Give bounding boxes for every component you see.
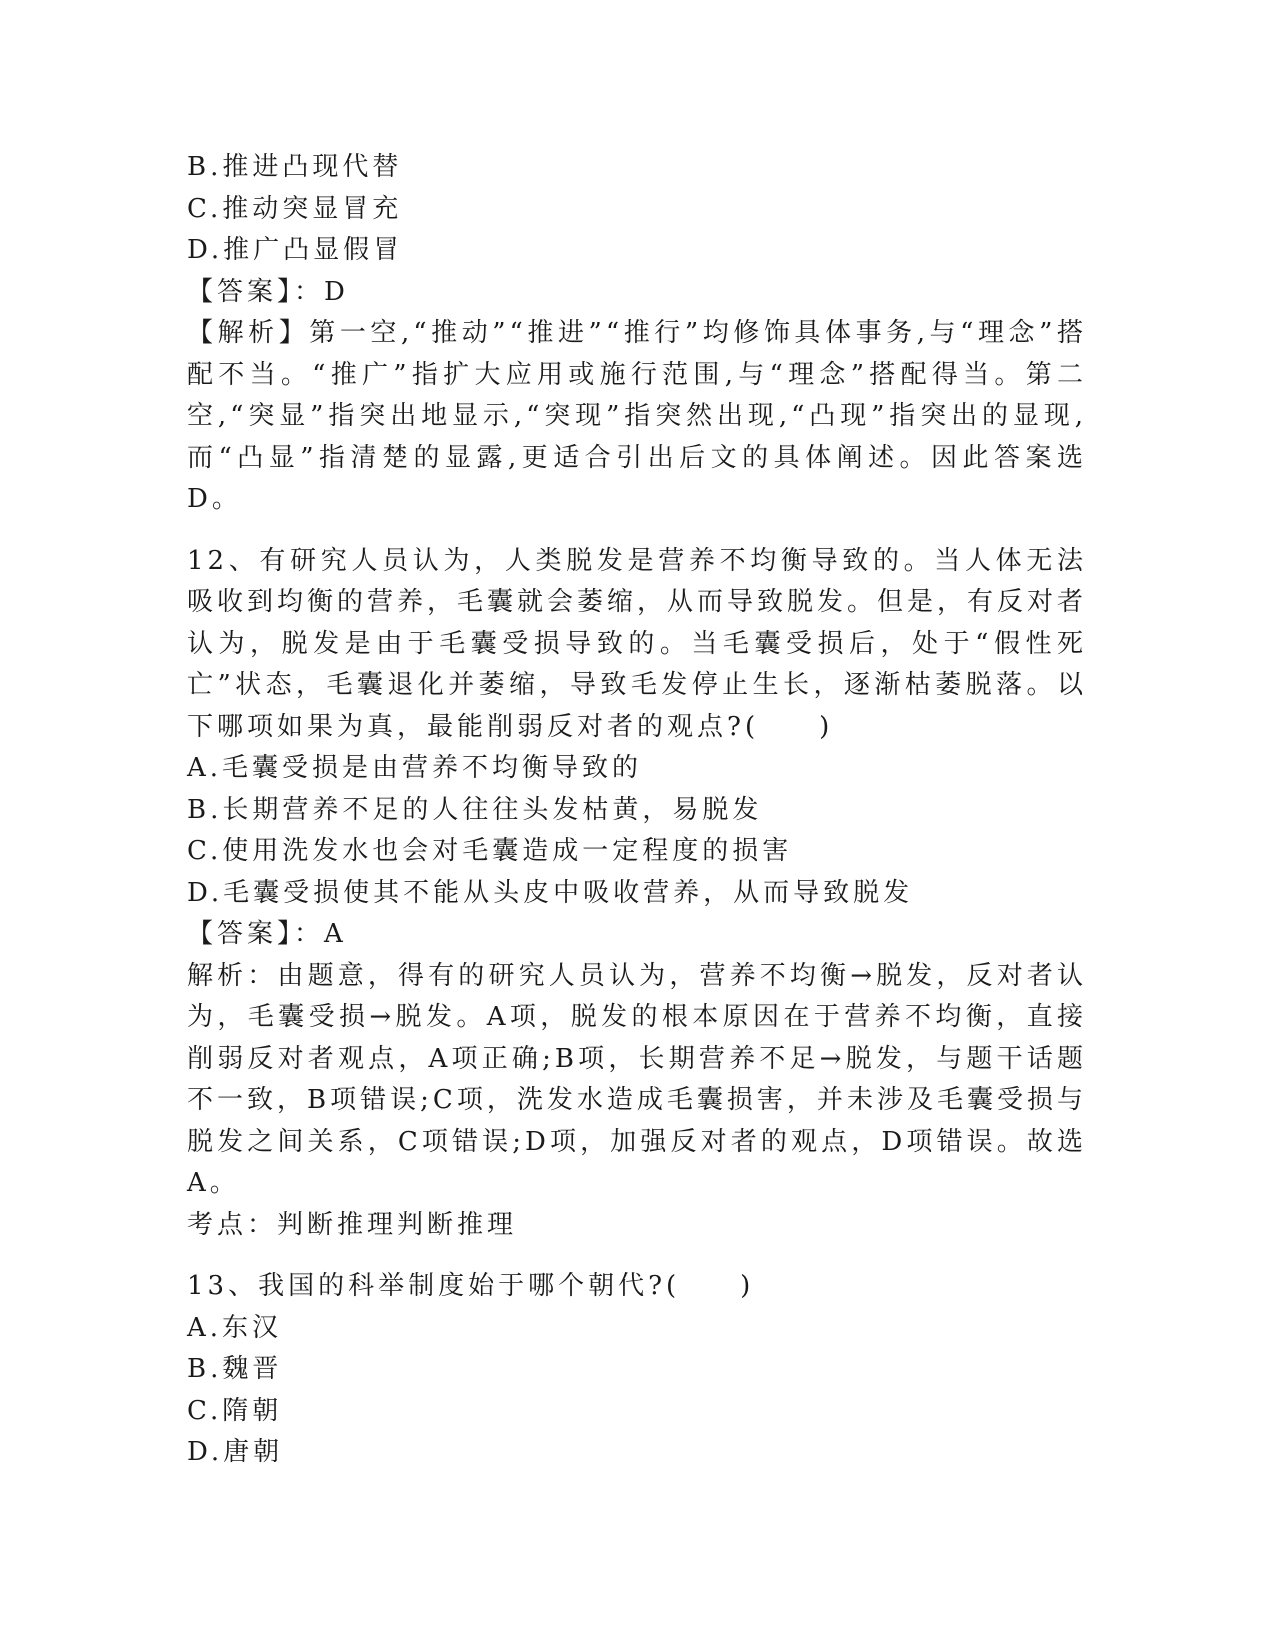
question-12 bbox=[187, 541, 1087, 1247]
question-stem: 12、有研究人员认为，人类脱发是营养不均衡导致的。当人体无法吸收到均衡的营养，毛囊就会萎缩，从而导致脱发。但是，有反对者认为，脱发是由于毛囊受损导致的。当毛囊受损后，处于“假性死亡”状态，毛囊退化并萎缩，导致毛发停止生长，逐渐枯萎脱落。以下哪项如果为真，最能削弱反对者的观点?( ) bbox=[187, 545, 1088, 742]
option-d: D.唐朝 bbox=[187, 1437, 284, 1467]
kaodian: 考点：判断推理判断推理 bbox=[187, 1209, 518, 1240]
option-a: A.毛囊受损是由营养不均衡导致的 bbox=[187, 753, 643, 783]
option-b: B.魏晋 bbox=[187, 1354, 283, 1384]
answer: 【答案】：A bbox=[187, 919, 347, 949]
option-c: C.隋朝 bbox=[187, 1395, 283, 1426]
question-stem: 13、我国的科举制度始于哪个朝代?( ) bbox=[187, 1271, 755, 1301]
analysis: 解析：由题意，得有的研究人员认为，营养不均衡→脱发，反对者认为，毛囊受损→脱发。A项，脱发的根本原因在于营养不均衡，直接削弱反对者观点，A项正确;B项，长期营养不足→脱发，与题干话题不一致，B项错误;C项，洗发水造成毛囊损害，并未涉及毛囊受损与脱发之间关系，C项错误;D项，加强反对者的观点，D项错误。故选A。 bbox=[187, 960, 1087, 1198]
option-d: D.推广凸显假冒 bbox=[187, 235, 404, 265]
option-d: D.毛囊受损使其不能从头皮中吸收营养，从而导致脱发 bbox=[187, 877, 914, 908]
option-b: B.推进凸现代替 bbox=[187, 152, 403, 182]
option-c: C.使用洗发水也会对毛囊造成一定程度的损害 bbox=[187, 836, 793, 866]
question-13 bbox=[187, 1266, 1087, 1474]
question-11-tail bbox=[187, 147, 1087, 521]
option-b: B.长期营养不足的人往往头发枯黄，易脱发 bbox=[187, 794, 763, 825]
answer: 【答案】：D bbox=[187, 276, 349, 307]
option-a: A.东汉 bbox=[187, 1312, 283, 1343]
option-c: C.推动突显冒充 bbox=[187, 193, 403, 224]
analysis: 【解析】第一空,“推动”“推进”“推行”均修饰具体事务,与“理念”搭配不当。“推广”指扩大应用或施行范围,与“理念”搭配得当。第二空,“突显”指突出地显示,“突现”指突然出现,“凸现”指突出的显现,而“凸显”指清楚的显露,更适合引出后文的具体阐述。因此答案选D。 bbox=[187, 318, 1087, 514]
exam-page bbox=[187, 147, 1087, 1474]
